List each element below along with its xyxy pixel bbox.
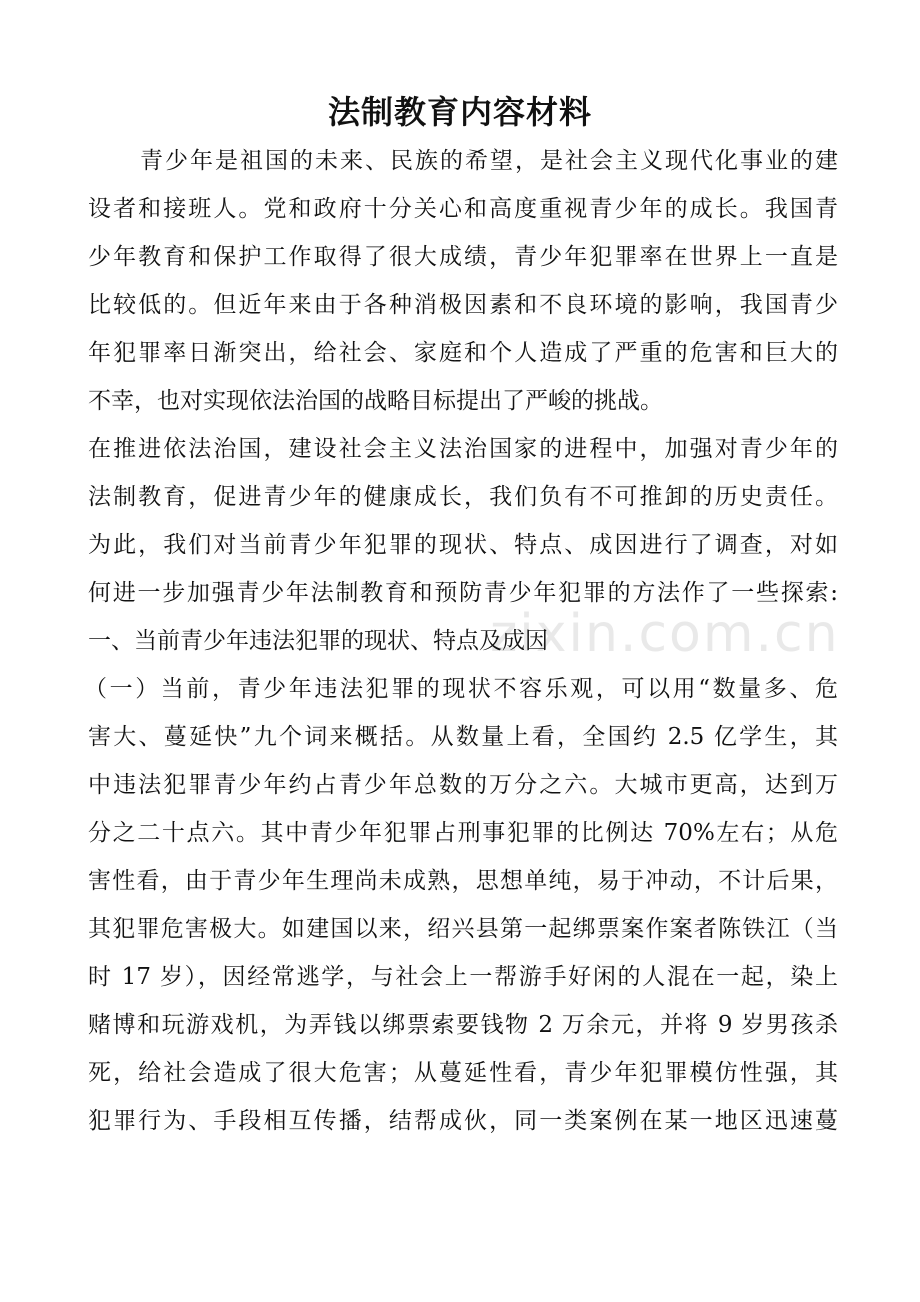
text-line: 不幸，也对实现依法治国的战略目标提出了严峻的挑战。 (88, 388, 663, 414)
text-line: 年犯罪率日渐突出，给社会、家庭和个人造成了严重的危害和巨大的 (88, 340, 838, 366)
section-heading: 一、当前青少年违法犯罪的现状、特点及成因 (88, 628, 548, 654)
watermark: zixin.com.cn (490, 604, 840, 664)
text-line: 何进一步加强青少年法制教育和预防青少年犯罪的方法作了一些探索: (88, 580, 838, 606)
text-line: 犯罪行为、手段相互传播，结帮成伙，同一类案例在某一地区迅速蔓 (88, 1108, 838, 1134)
text-line: （一）当前，青少年违法犯罪的现状不容乐观，可以用“数量多、危 (84, 676, 838, 702)
text-line: 为此，我们对当前青少年犯罪的现状、特点、成因进行了调查，对如 (88, 532, 838, 558)
text-line: 赌博和玩游戏机，为弄钱以绑票索要钱物 2 万余元，并将 9 岁男孩杀 (88, 1012, 838, 1038)
text-line: 时 17 岁），因经常逃学，与社会上一帮游手好闲的人混在一起，染上 (88, 964, 838, 990)
text-line: 其犯罪危害极大。如建国以来，绍兴县第一起绑票案作案者陈铁江（当 (88, 916, 838, 942)
text-line: 分之二十点六。其中青少年犯罪占刑事犯罪的比例达 70%左右；从危 (88, 820, 838, 846)
text-line: 青少年是祖国的未来、民族的希望，是社会主义现代化事业的建 (140, 148, 838, 174)
document-title: 法制教育内容材料 (327, 93, 592, 131)
text-line: 在推进依法治国，建设社会主义法治国家的进程中，加强对青少年的 (88, 436, 838, 462)
text-line: 害大、蔓延快”九个词来概括。从数量上看，全国约 2.5 亿学生，其 (88, 724, 838, 750)
text-line: 比较低的。但近年来由于各种消极因素和不良环境的影响，我国青少 (88, 292, 838, 318)
text-line: 中违法犯罪青少年约占青少年总数的万分之六。大城市更高，达到万 (88, 772, 838, 798)
text-line: 法制教育，促进青少年的健康成长，我们负有不可推卸的历史责任。 (88, 484, 838, 510)
text-line: 死，给社会造成了很大危害；从蔓延性看，青少年犯罪模仿性强，其 (88, 1060, 838, 1086)
text-line: 设者和接班人。党和政府十分关心和高度重视青少年的成长。我国青 (88, 196, 838, 222)
text-line: 害性看，由于青少年生理尚未成熟，思想单纯，易于冲动，不计后果， (88, 868, 838, 894)
text-line: 少年教育和保护工作取得了很大成绩，青少年犯罪率在世界上一直是 (88, 244, 838, 270)
